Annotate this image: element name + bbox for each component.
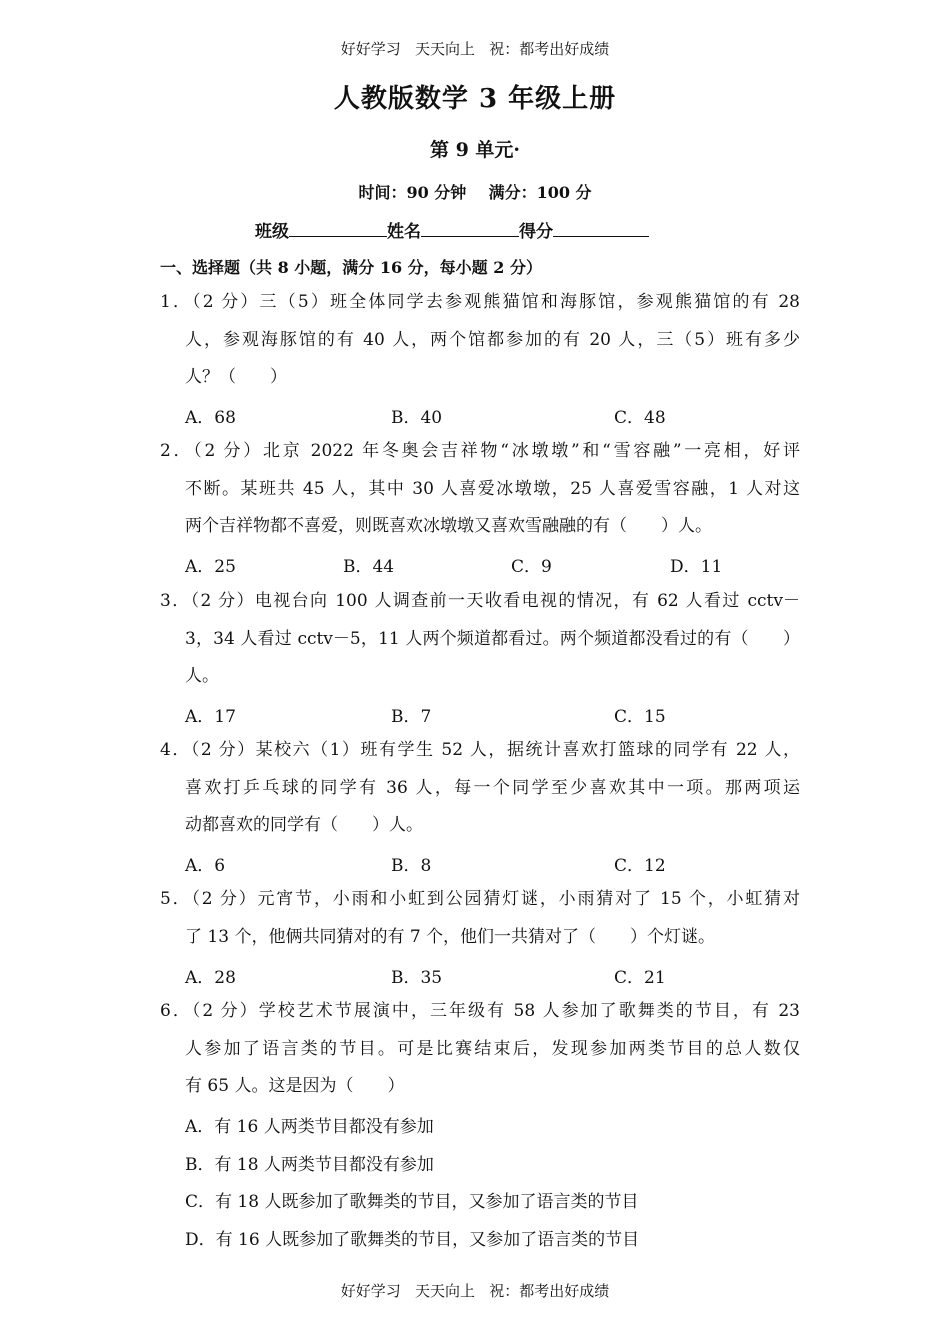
option-c[interactable]: C．21 <box>614 968 666 988</box>
question-line: 4．（2 分）某校六（1）班有学生 52 人，据统计喜欢打篮球的同学有 22 人， <box>160 740 800 760</box>
option-c[interactable]: C．48 <box>614 408 666 428</box>
name-label: 姓名 <box>387 222 421 242</box>
time-score-info: 时间：90 分钟 满分：100 分 <box>358 183 592 202</box>
option-a[interactable]: A．17 <box>185 707 236 727</box>
question-2 <box>160 433 800 546</box>
option-a[interactable]: A．68 <box>185 408 236 428</box>
option-a[interactable]: A．28 <box>185 968 236 988</box>
option-c[interactable]: C．12 <box>614 856 666 876</box>
question-line: 人？（ ） <box>185 367 287 387</box>
option-c[interactable]: C．9 <box>511 557 552 577</box>
option-b[interactable]: B．35 <box>391 968 443 988</box>
student-info-line <box>255 217 649 242</box>
option-b[interactable]: B．40 <box>391 408 443 428</box>
question-4 <box>160 732 800 845</box>
class-label: 班级 <box>255 222 289 242</box>
option-b[interactable]: B．8 <box>391 856 432 876</box>
option-d[interactable]: D．11 <box>670 557 723 577</box>
question-line: 不断。某班共 45 人，其中 30 人喜爱冰墩墩，25 人喜爱雪容融，1 人对这 <box>185 478 800 499</box>
option-c[interactable]: C．有 18 人既参加了歌舞类的节目，又参加了语言类的节目 <box>185 1192 639 1212</box>
question-line: 3．（2 分）电视台向 100 人调查前一天收看电视的情况，有 62 人看过 cctv－ <box>160 591 800 611</box>
name-blank[interactable] <box>421 220 519 237</box>
question-line: 2．（2 分）北京 2022 年冬奥会吉祥物“冰墩墩”和“雪容融”一亮相，好评 <box>160 441 800 461</box>
question-line: 3，34 人看过 cctv－5，11 人两个频道都看过。两个频道都没看过的有（ ） <box>185 628 800 649</box>
score-blank[interactable] <box>553 220 649 237</box>
option-a[interactable]: A．有 16 人两类节目都没有参加 <box>185 1117 434 1137</box>
question-line: 5．（2 分）元宵节，小雨和小虹到公园猜灯谜，小雨猜对了 15 个，小虹猜对 <box>160 889 800 909</box>
question-line: 动都喜欢的同学有（ ）人。 <box>185 815 423 835</box>
page-footer: 好好学习 天天向上 祝：都考出好成绩 <box>340 1282 610 1300</box>
question-line: 有 65 人。这是因为（ ） <box>185 1076 405 1096</box>
option-d[interactable]: D．有 16 人既参加了歌舞类的节目，又参加了语言类的节目 <box>185 1230 640 1250</box>
option-a[interactable]: A．6 <box>185 856 226 876</box>
score-label: 得分 <box>519 222 553 242</box>
page-title: 人教版数学 3 年级上册 <box>333 84 617 114</box>
question-line: 喜欢打乒乓球的同学有 36 人，每一个同学至少喜欢其中一项。那两项运 <box>185 777 800 798</box>
question-1 <box>160 284 800 397</box>
option-b[interactable]: B．44 <box>343 557 395 577</box>
question-6 <box>160 993 800 1106</box>
question-line: 人。 <box>185 666 219 686</box>
option-a[interactable]: A．25 <box>185 557 236 577</box>
section-heading: 一、选择题（共 8 小题，满分 16 分，每小题 2 分） <box>160 258 542 277</box>
question-line: 6．（2 分）学校艺术节展演中，三年级有 58 人参加了歌舞类的节目，有 23 <box>160 1001 800 1021</box>
question-line: 1．（2 分）三（5）班全体同学去参观熊猫馆和海豚馆，参观熊猫馆的有 28 <box>160 292 800 312</box>
option-c[interactable]: C．15 <box>614 707 666 727</box>
question-line: 两个吉祥物都不喜爱，则既喜欢冰墩墩又喜欢雪融融的有（ ）人。 <box>185 516 712 536</box>
question-5 <box>160 881 800 956</box>
question-3 <box>160 583 800 696</box>
question-line: 人参加了语言类的节目。可是比赛结束后，发现参加两类节目的总人数仅 <box>185 1038 800 1059</box>
option-b[interactable]: B．7 <box>391 707 432 727</box>
class-blank[interactable] <box>289 220 387 237</box>
unit-title: 第 9 单元· <box>429 139 521 161</box>
page-header: 好好学习 天天向上 祝：都考出好成绩 <box>340 40 610 58</box>
option-b[interactable]: B．有 18 人两类节目都没有参加 <box>185 1155 434 1175</box>
question-line: 人，参观海豚馆的有 40 人，两个馆都参加的有 20 人，三（5）班有多少 <box>185 329 800 350</box>
question-line: 了 13 个，他俩共同猜对的有 7 个，他们一共猜对了（ ）个灯谜。 <box>185 926 716 947</box>
